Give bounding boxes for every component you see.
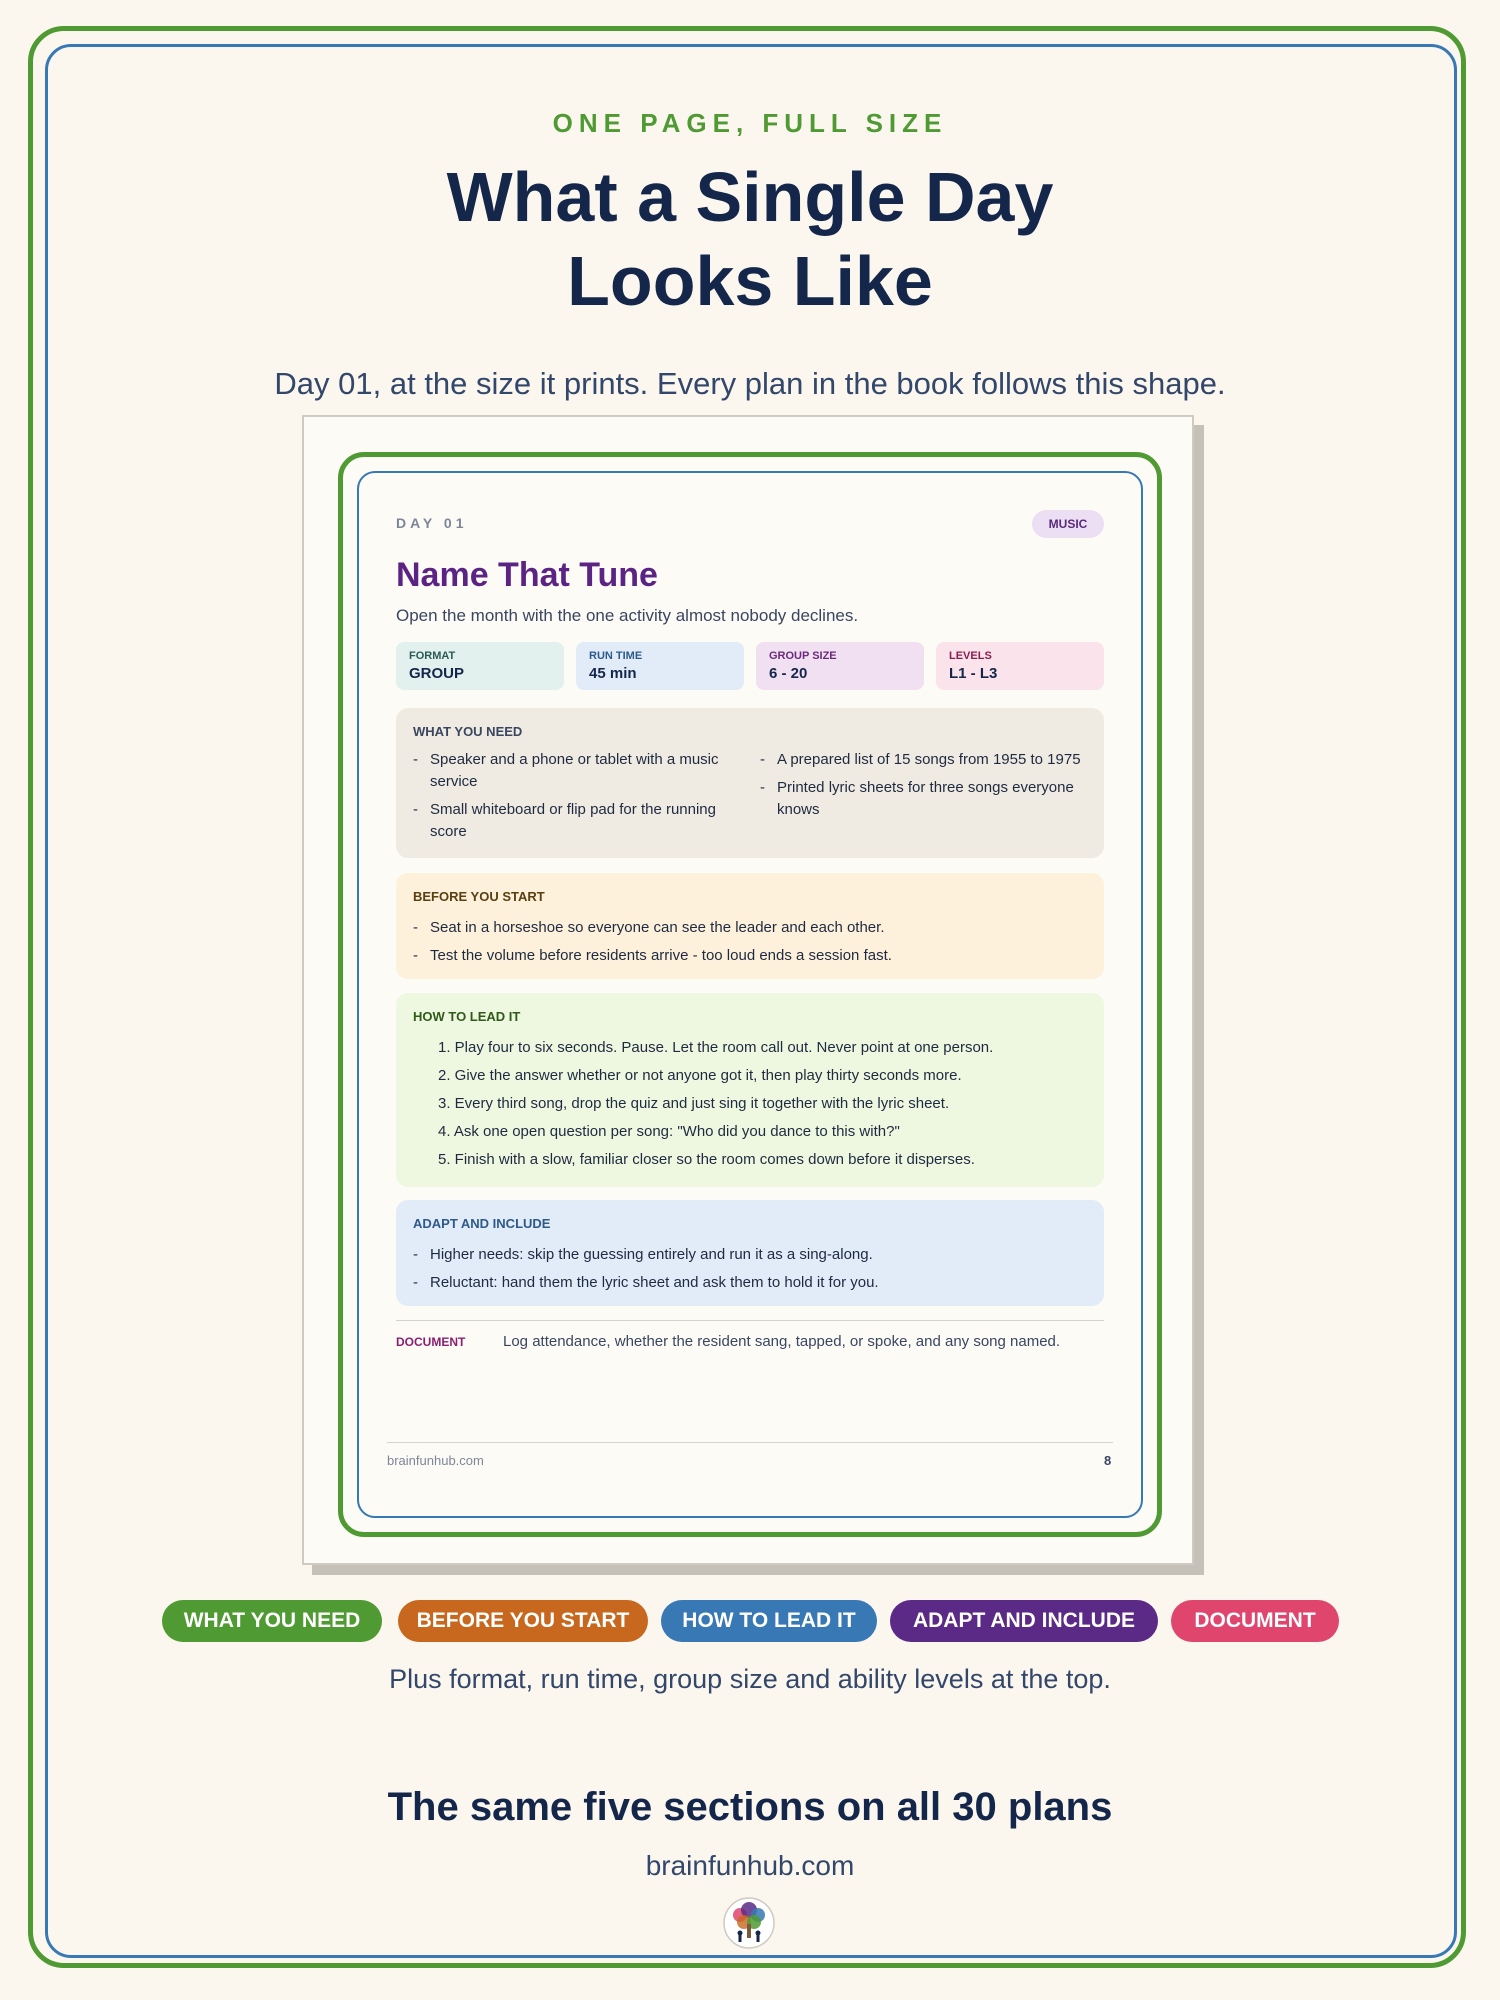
before-list	[413, 914, 1087, 970]
title-line-1: What a Single Day	[446, 158, 1054, 236]
page-subtitle: Day 01, at the size it prints. Every plan in the book follows this shape.	[274, 366, 1226, 401]
need-list-left	[413, 749, 740, 849]
tree-logo-icon	[722, 1896, 776, 1950]
list-item: - Small whiteboard or flip pad for the running score	[413, 799, 740, 843]
need-columns	[413, 749, 1087, 849]
section-how-to-lead-it	[396, 993, 1104, 1187]
list-item: 5. Finish with a slow, familiar closer so the room comes down before it disperses.	[438, 1151, 975, 1168]
list-item: - A prepared list of 15 songs from 1955 to 1975	[760, 749, 1087, 771]
section-heading: WHAT YOU NEED	[413, 724, 523, 739]
pill-before-you-start: BEFORE YOU START	[398, 1600, 648, 1642]
need-list-right	[760, 749, 1087, 849]
note-text: Plus format, run time, group size and ability levels at the top.	[389, 1664, 1111, 1694]
meta-run-time	[576, 642, 744, 690]
closing-headline: The same five sections on all 30 plans	[387, 1785, 1113, 1829]
list-item: 3. Every third song, drop the quiz and just sing it together with the lyric sheet.	[438, 1095, 950, 1112]
meta-run-time-value: 45 min	[589, 665, 637, 682]
meta-group-size-value: 6 - 20	[769, 665, 808, 682]
list-item: - Test the volume before residents arrive - too loud ends a session fast.	[413, 942, 1087, 970]
pill-what-you-need: WHAT YOU NEED	[162, 1600, 382, 1642]
meta-group-size-key: GROUP SIZE	[769, 650, 837, 662]
site-url: brainfunhub.com	[645, 1850, 855, 1881]
meta-group-size	[756, 642, 924, 690]
plan-subtitle: Open the month with the one activity almost nobody declines.	[396, 606, 859, 625]
list-item: - Reluctant: hand them the lyric sheet and ask them to hold it for you.	[413, 1269, 1087, 1297]
footer-divider	[387, 1442, 1113, 1443]
meta-levels-value: L1 - L3	[949, 665, 998, 682]
page-number: 8	[1104, 1453, 1112, 1468]
lead-steps	[413, 1034, 1087, 1174]
pill-adapt-and-include: ADAPT AND INCLUDE	[890, 1600, 1158, 1642]
section-heading: ADAPT AND INCLUDE	[413, 1216, 551, 1231]
meta-format-key: FORMAT	[409, 650, 456, 662]
page-footer-site: brainfunhub.com	[387, 1453, 484, 1468]
section-heading: HOW TO LEAD IT	[413, 1009, 521, 1024]
meta-levels	[936, 642, 1104, 690]
section-before-you-start	[396, 873, 1104, 979]
divider	[396, 1320, 1104, 1321]
list-item: - Seat in a horseshoe so everyone can see the leader and each other.	[413, 914, 1087, 942]
meta-format-value: GROUP	[409, 665, 465, 682]
section-pills	[0, 1600, 1500, 1642]
meta-format	[396, 642, 564, 690]
adapt-list	[413, 1241, 1087, 1297]
section-adapt-and-include	[396, 1200, 1104, 1306]
page-title	[0, 155, 1500, 323]
meta-run-time-key: RUN TIME	[589, 650, 643, 662]
list-item: - Speaker and a phone or tablet with a music service	[413, 749, 740, 793]
title-line-2: Looks Like	[567, 242, 933, 320]
eyebrow-label: ONE PAGE, FULL SIZE	[552, 108, 948, 138]
list-item: - Printed lyric sheets for three songs everyone knows	[760, 777, 1087, 821]
list-item: - Higher needs: skip the guessing entirely and run it as a sing-along.	[413, 1241, 1087, 1269]
pill-how-to-lead-it: HOW TO LEAD IT	[661, 1600, 877, 1642]
category-badge: MUSIC	[1032, 510, 1104, 538]
list-item: 1. Play four to six seconds. Pause. Let the room call out. Never point at one person.	[438, 1039, 994, 1056]
day-label: DAY 01	[396, 515, 468, 531]
plan-title: Name That Tune	[396, 556, 658, 594]
meta-levels-key: LEVELS	[949, 650, 992, 662]
pill-document: DOCUMENT	[1171, 1600, 1339, 1642]
section-what-you-need	[396, 708, 1104, 858]
section-heading: BEFORE YOU START	[413, 889, 545, 904]
document-label: DOCUMENT	[396, 1335, 466, 1349]
list-item: 4. Ask one open question per song: "Who did you dance to this with?"	[438, 1123, 900, 1140]
list-item: 2. Give the answer whether or not anyone got it, then play thirty seconds more.	[438, 1067, 962, 1084]
document-text: Log attendance, whether the resident sang, tapped, or spoke, and any song named.	[503, 1333, 1061, 1350]
